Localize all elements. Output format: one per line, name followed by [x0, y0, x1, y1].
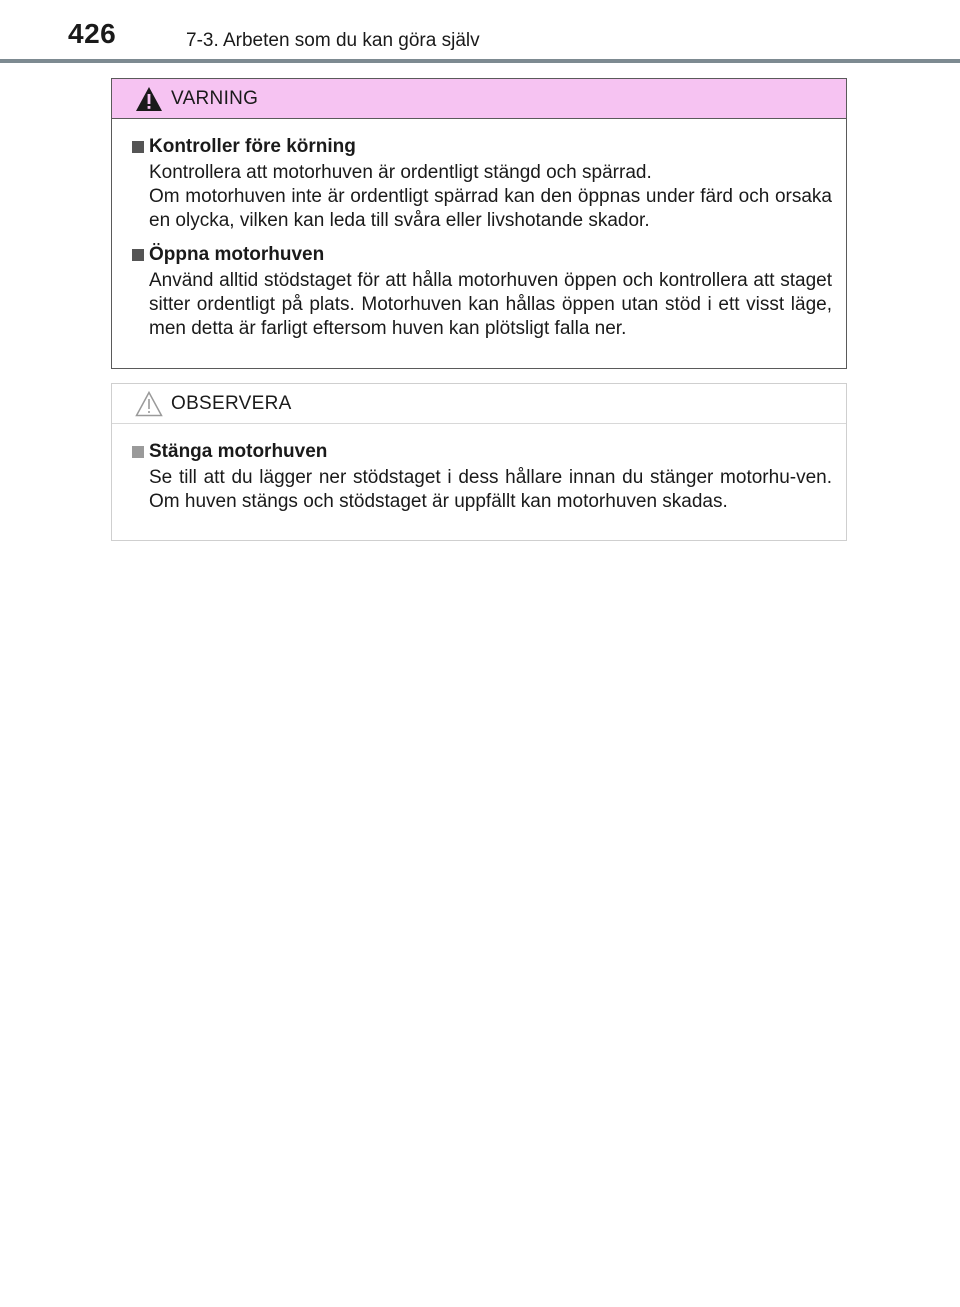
warning-item-heading: Öppna motorhuven — [149, 244, 325, 265]
warning-triangle-filled-icon — [134, 85, 164, 113]
notice-item — [132, 440, 832, 514]
warning-box — [111, 78, 847, 369]
notice-box — [111, 383, 847, 541]
warning-triangle-outline-icon — [134, 390, 164, 418]
warning-title: VARNING — [171, 88, 259, 109]
warning-item — [132, 243, 832, 341]
warning-body — [112, 119, 846, 341]
bullet-square-icon — [132, 446, 144, 458]
page-number: 426 — [68, 18, 117, 49]
notice-item-text: Se till att du lägger ner stödstaget i dess hållare innan du stänger motorhu-ven. Om huven stängs och stödstaget är uppfällt kan motorhuven skadas. — [149, 467, 832, 512]
warning-box-header — [112, 79, 846, 119]
notice-body — [112, 424, 846, 514]
bullet-square-icon — [132, 249, 144, 261]
page-header — [0, 0, 960, 62]
bullet-square-icon — [132, 141, 144, 153]
warning-item — [132, 135, 832, 233]
notice-box-header — [112, 384, 846, 424]
warning-item-text: Använd alltid stödstaget för att hålla motorhuven öppen och kontrollera att staget sitter ordentligt på plats. Motorhuven kan hållas öppen utan stöd i ett visst läge, men detta är farligt eftersom huven kan plötsligt falla ner. — [149, 270, 832, 339]
warning-item-heading: Kontroller före körning — [149, 136, 356, 157]
notice-title: OBSERVERA — [171, 393, 292, 414]
notice-item-heading: Stänga motorhuven — [149, 441, 328, 462]
header-divider — [0, 59, 960, 63]
warning-item-text: Kontrollera att motorhuven är ordentligt stängd och spärrad. — [149, 162, 652, 183]
warning-item-text: Om motorhuven inte är ordentligt spärrad kan den öppnas under färd och orsaka en olycka, vilken kan leda till svåra eller livshotande skador. — [149, 186, 832, 231]
section-title: 7-3. Arbeten som du kan göra själv — [186, 30, 480, 51]
